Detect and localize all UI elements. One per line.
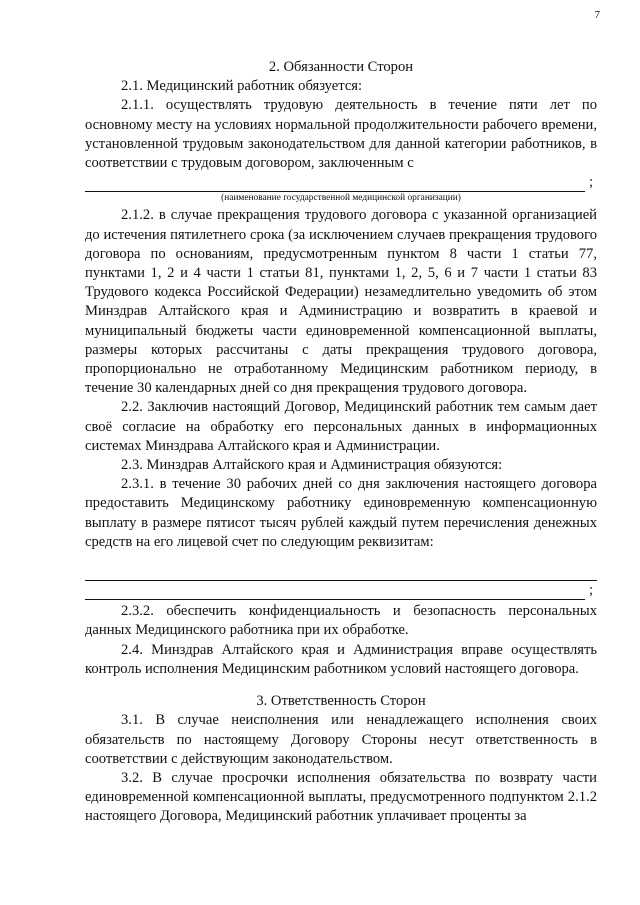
organization-name-line [85, 173, 597, 192]
organization-name-caption: (наименование государственной медицинской организации) [221, 193, 461, 204]
clause-2-1: 2.1. Медицинский работник обязуется: [121, 78, 363, 95]
clause-2-2: 2.2. Заключив настоящий Договор, Медицинский работник тем самым дает своё согласие на обработку его персональных данных в информационных системах Минздрава Алтайского края и Администрации. [85, 399, 597, 454]
clause-3-1: 3.1. В случае неисполнения или ненадлежащего исполнения своих обязательств по настоящему Договору Стороны несут ответственность в соответствии с действующим законодательством. [85, 712, 597, 767]
clause-3-2: 3.2. В случае просрочки исполнения обязательства по возврату части единовременной компенсационной выплаты, предусмотренного подпунктом 2.1.2 настоящего Договора, Медицинский работник уплачивает проценты за [85, 769, 597, 825]
clause-2-3-2: 2.3.2. обеспечить конфиденциальность и безопасность персональных данных Медицинского работника при их обработке. [85, 603, 597, 639]
clause-2-3: 2.3. Минздрав Алтайского края и Администрация обязуются: [121, 457, 503, 474]
clause-2-1-2: 2.1.2. в случае прекращения трудового договора с указанной организацией до истечения пятилетнего срока (за исключением случаев прекращения трудового договора по основаниям, предусмотренным пунктом 8 части 1 статьи 77, пунктами 1, 2 и 4 части 1 статьи 81, пунктами 1, 2, 5, 6 и 7 части 1 статьи 83 Трудового кодекса Российской Федерации) незамедлительно уведомить об этом Минздрав Алтайского края и Администрацию и возвратить в краевой и муниципальный бюджеты части единовременной компенсационной выплаты, размеры которых рассчитаны с даты прекращения трудового договора, пропорционально не отработанному Медицинским работником периоду, в течение 30 календарных дней со дня прекращения трудового договора. [85, 207, 597, 397]
line-end-semicolon-2: ; [589, 582, 594, 599]
page-number: 7 [594, 9, 600, 21]
bank-details-line-2 [85, 581, 597, 600]
bank-details-blank-2[interactable] [85, 585, 585, 600]
document-body [85, 58, 597, 827]
clause-2-4: 2.4. Минздрав Алтайского края и Администрация вправе осуществлять контроль исполнения Медицинским работником условий настоящего договора. [85, 641, 597, 677]
clause-2-3-1: 2.3.1. в течение 30 рабочих дней со дня заключения настоящего договора предоставить Медицинскому работнику единовременную компенсационную выплату в размере пятисот тысяч рублей каждый путем перечисления денежных средств на его лицевой счет по следующим реквизитам: [85, 476, 597, 550]
clause-2-1-1: 2.1.1. осуществлять трудовую деятельность в течение пяти лет по основному месту на условиях нормальной продолжительности рабочего времени, установленной трудовым законодательством для данной категории работников, в соответствии с трудовым договором, заключенным с [85, 97, 597, 172]
section-3-heading: 3. Ответственность Сторон [256, 693, 426, 710]
bank-details-blank-1[interactable] [85, 564, 597, 581]
section-2-heading: 2. Обязанности Сторон [268, 59, 414, 75]
line-end-semicolon: ; [589, 174, 594, 191]
organization-name-blank[interactable] [85, 177, 585, 192]
